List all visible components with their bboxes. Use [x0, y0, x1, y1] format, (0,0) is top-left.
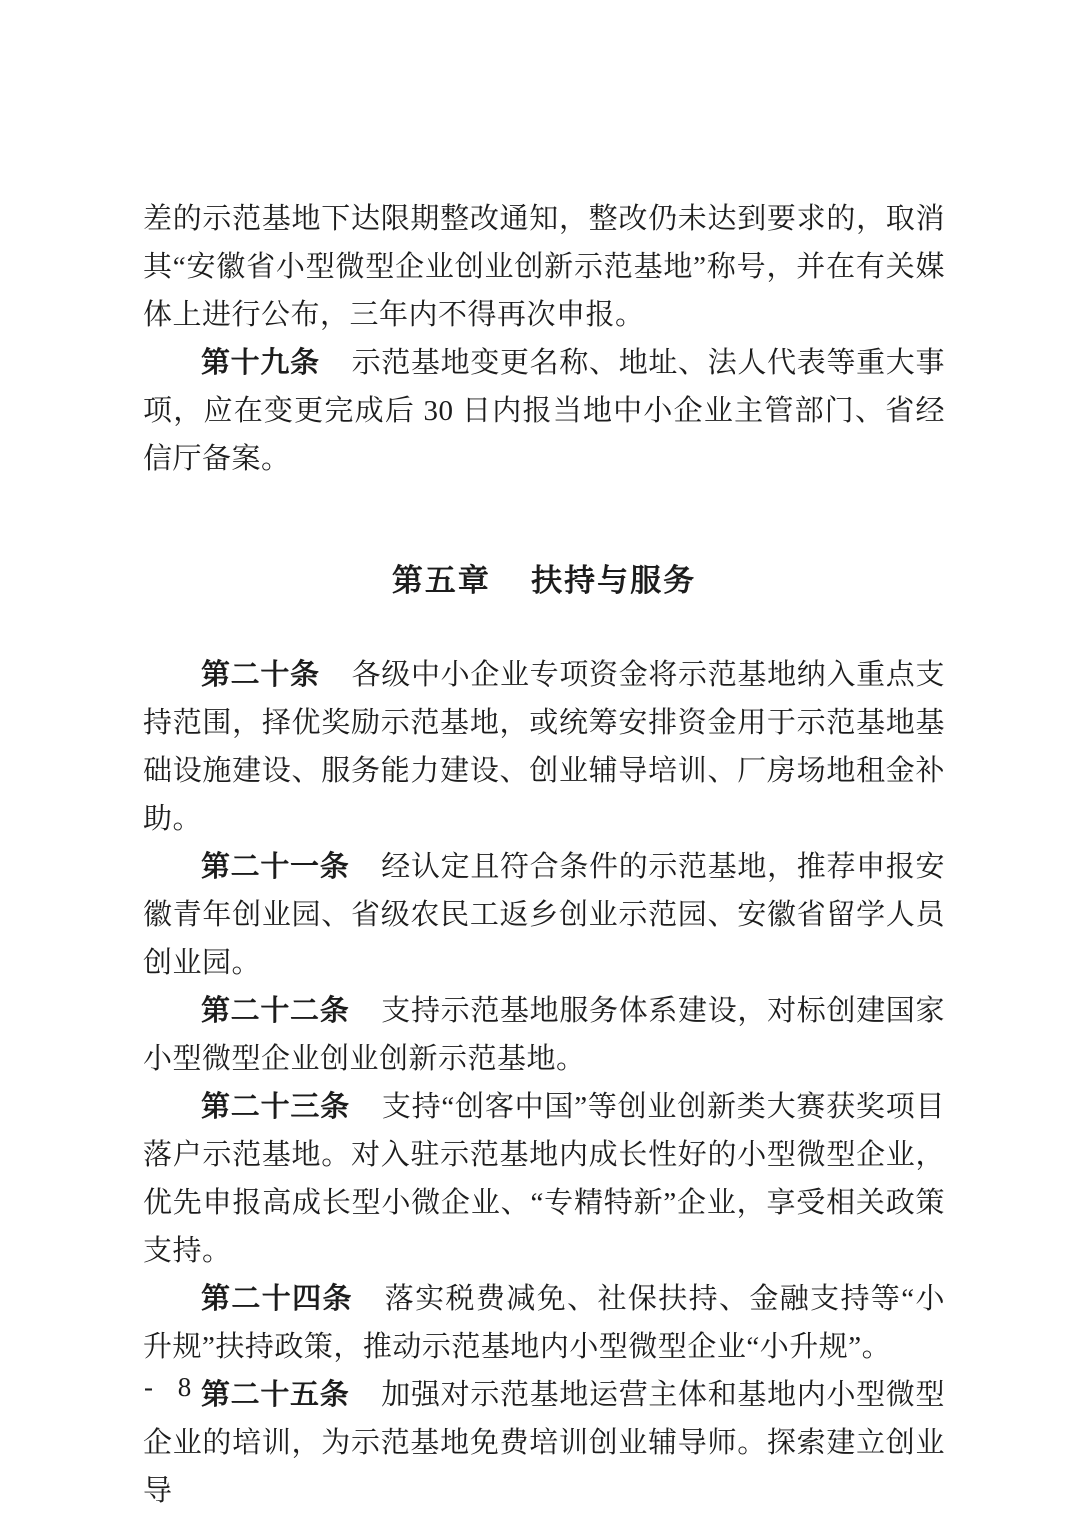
paragraph-article-25	[143, 1371, 945, 1515]
article-19-label: 第十九条	[201, 347, 320, 379]
paragraph-article-24	[143, 1275, 945, 1371]
chapter-title: 扶持与服务	[531, 563, 697, 598]
article-25-text: 加强对示范基地运营主体和基地内小型微型企业的培训，为示范基地免费培训创业辅导师。探索建立创业导	[143, 1379, 945, 1507]
article-22-text: 支持示范基地服务体系建设，对标创建国家小型微型企业创业创新示范基地。	[143, 995, 945, 1075]
article-23-label: 第二十三条	[201, 1091, 350, 1123]
paragraph-article-19	[143, 339, 945, 483]
article-20-label: 第二十条	[201, 659, 320, 691]
page-number: - 8 -	[144, 1372, 234, 1402]
article-22-label: 第二十二条	[201, 995, 350, 1027]
article-20-text: 各级中小企业专项资金将示范基地纳入重点支持范围，择优奖励示范基地，或统筹安排资金用于示范基地基础设施建设、服务能力建设、创业辅导培训、厂房场地租金补助。	[143, 659, 945, 835]
article-24-text: 落实税费减免、社保扶持、金融支持等“小升规”扶持政策，推动示范基地内小型微型企业“小升规”。	[143, 1283, 945, 1363]
chapter-label: 第五章	[391, 563, 491, 598]
paragraph-article-22	[143, 987, 945, 1083]
article-21-label: 第二十一条	[201, 851, 350, 883]
paragraph-article-21	[143, 843, 945, 987]
paragraph-article-20	[143, 651, 945, 843]
article-21-text: 经认定且符合条件的示范基地，推荐申报安徽青年创业园、省级农民工返乡创业示范园、安徽省留学人员创业园。	[143, 851, 945, 979]
article-19-text: 示范基地变更名称、地址、法人代表等重大事项，应在变更完成后 30 日内报当地中小企业主管部门、省经信厅备案。	[143, 347, 945, 475]
chapter-heading	[143, 557, 945, 605]
article-25-label: 第二十五条	[201, 1379, 350, 1411]
document-content	[143, 195, 945, 1515]
paragraph-article-23	[143, 1083, 945, 1275]
paragraph-continuation: 差的示范基地下达限期整改通知，整改仍未达到要求的，取消其“安徽省小型微型企业创业创新示范基地”称号，并在有关媒体上进行公布，三年内不得再次申报。	[143, 203, 945, 331]
article-23-text: 支持“创客中国”等创业创新类大赛获奖项目落户示范基地。对入驻示范基地内成长性好的小型微型企业，优先申报高成长型小微企业、“专精特新”企业，享受相关政策支持。	[143, 1091, 945, 1267]
article-24-label: 第二十四条	[201, 1283, 353, 1315]
